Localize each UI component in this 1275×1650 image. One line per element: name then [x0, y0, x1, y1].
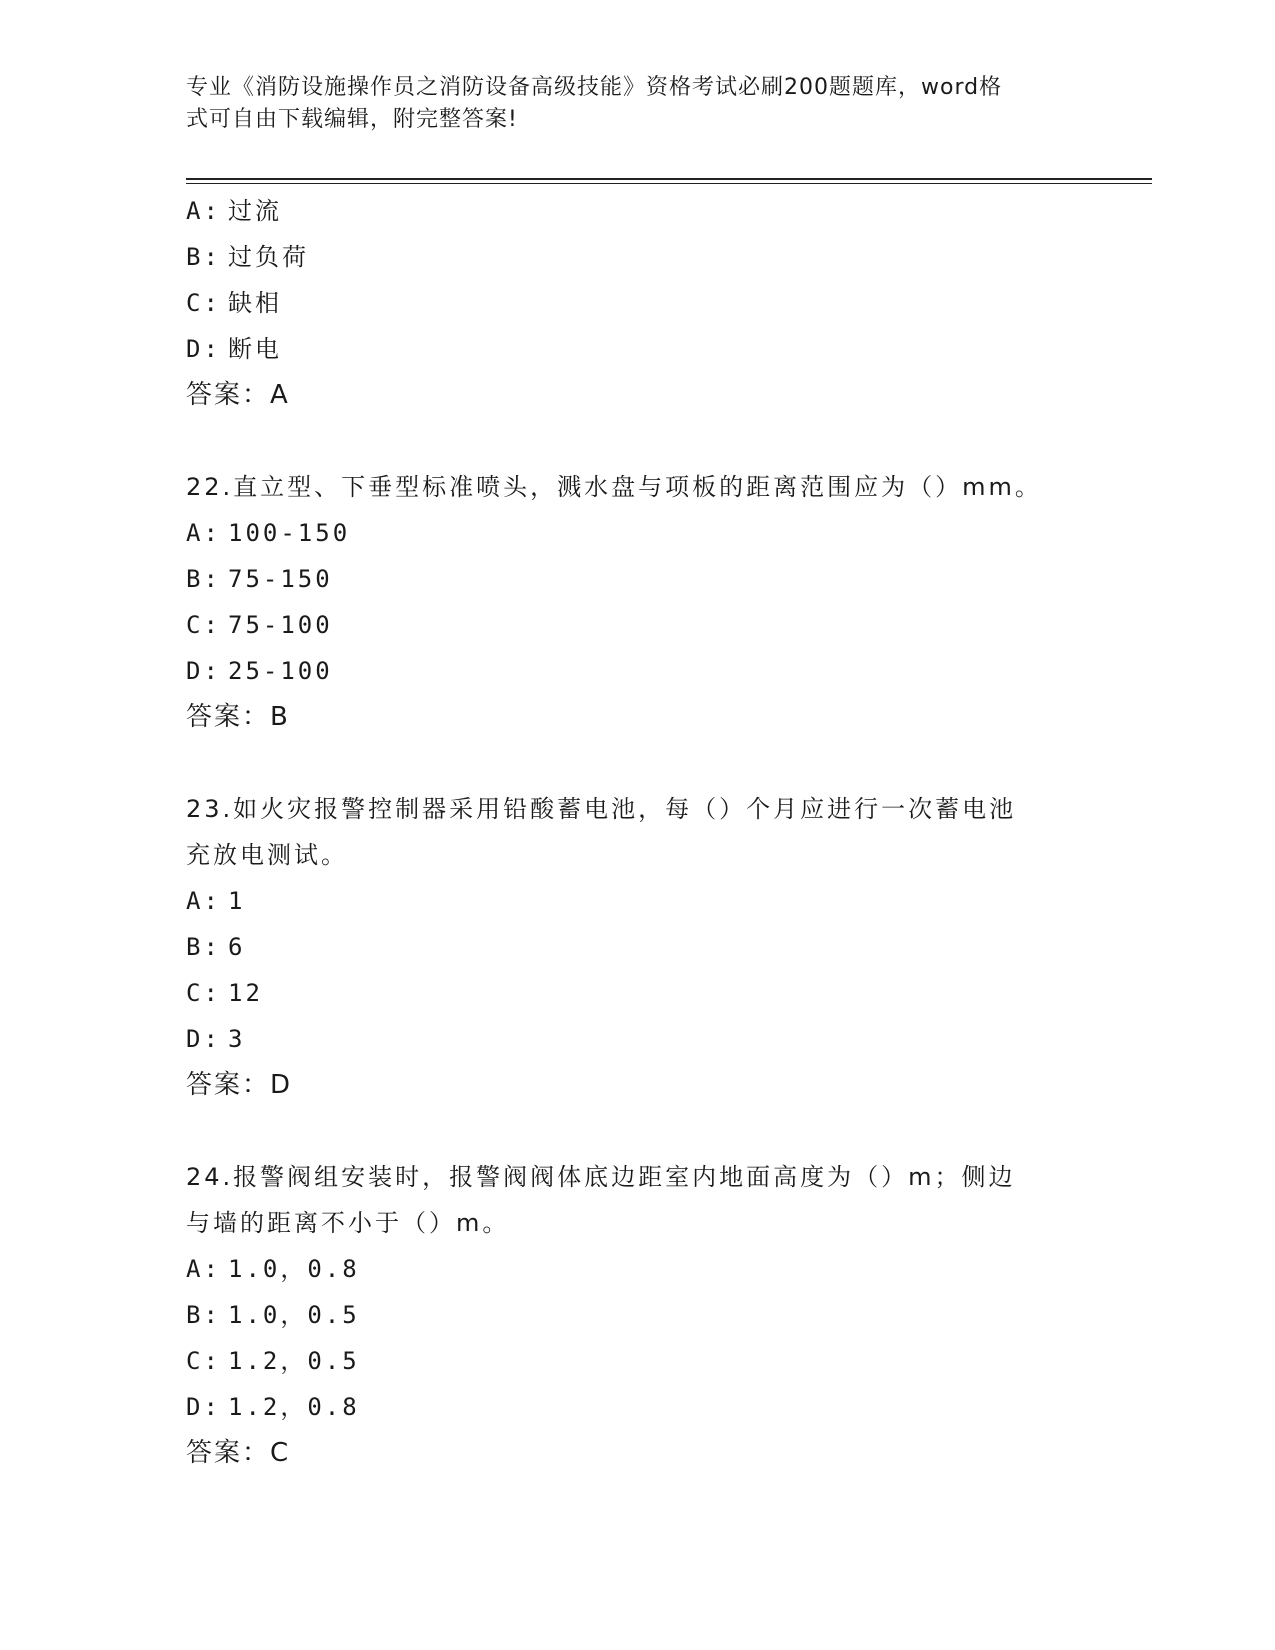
question-text-line-1: 24.报警阀组安装时，报警阀阀体底边距室内地面高度为（）m；侧边 [186, 1163, 1016, 1191]
option-a [186, 188, 1086, 234]
option-text: 过流 [228, 197, 282, 225]
header-divider-thin [186, 183, 1152, 184]
option-label: D: [186, 1025, 221, 1053]
option-b [186, 1292, 1086, 1338]
option-label: D: [186, 657, 221, 685]
option-b [186, 924, 1086, 970]
option-label: B: [186, 1301, 221, 1329]
option-text: 缺相 [228, 289, 282, 317]
option-c [186, 602, 1086, 648]
option-text: 75-100 [228, 611, 333, 639]
spacer [186, 418, 1086, 464]
option-d [186, 648, 1086, 694]
question-text-line-1: 23.如火灾报警控制器采用铅酸蓄电池，每（）个月应进行一次蓄电池 [186, 795, 1017, 823]
option-b [186, 234, 1086, 280]
question-block-22 [186, 464, 1086, 740]
spacer [186, 1108, 1086, 1154]
option-label: C: [186, 979, 221, 1007]
option-text: 12 [228, 979, 263, 1007]
option-text: 75-150 [228, 565, 333, 593]
option-text: 1 [228, 887, 246, 915]
option-label: A: [186, 197, 221, 225]
header-divider-thick [186, 178, 1152, 180]
option-text: 100-150 [228, 519, 351, 547]
option-text: 1.0，0.5 [228, 1301, 360, 1329]
question-text-line-2: 充放电测试。 [186, 841, 348, 869]
option-text: 过负荷 [228, 243, 309, 271]
option-a [186, 510, 1086, 556]
option-label: A: [186, 887, 221, 915]
option-label: D: [186, 1393, 221, 1421]
answer-line: 答案：D [186, 1070, 293, 1100]
option-text: 1.0，0.8 [228, 1255, 360, 1283]
answer-line: 答案：C [186, 1438, 291, 1468]
option-text: 1.2，0.8 [228, 1393, 360, 1421]
option-label: A: [186, 519, 221, 547]
question-list [186, 188, 1086, 1476]
question-block-24 [186, 1154, 1086, 1476]
option-b [186, 556, 1086, 602]
option-c [186, 280, 1086, 326]
option-text: 断电 [228, 335, 282, 363]
option-text: 1.2，0.5 [228, 1347, 360, 1375]
header-line-1: 专业《消防设施操作员之消防设备高级技能》资格考试必刷200题题库，word格 [186, 75, 1003, 100]
answer-line: 答案：B [186, 702, 290, 732]
option-c [186, 1338, 1086, 1384]
option-label: B: [186, 565, 221, 593]
option-a [186, 878, 1086, 924]
answer-line: 答案：A [186, 380, 290, 410]
question-block-23 [186, 786, 1086, 1108]
option-d [186, 1384, 1086, 1430]
option-label: C: [186, 289, 221, 317]
option-d [186, 1016, 1086, 1062]
option-label: C: [186, 611, 221, 639]
option-text: 6 [228, 933, 246, 961]
option-a [186, 1246, 1086, 1292]
spacer [186, 740, 1086, 786]
page-header [186, 72, 1066, 136]
option-label: D: [186, 335, 221, 363]
question-text: 22.直立型、下垂型标准喷头，溅水盘与项板的距离范围应为（）mm。 [186, 473, 1042, 501]
option-label: B: [186, 243, 221, 271]
option-label: B: [186, 933, 221, 961]
option-label: C: [186, 1347, 221, 1375]
header-line-2: 式可自由下载编辑，附完整答案! [186, 107, 518, 132]
option-text: 25-100 [228, 657, 333, 685]
option-text: 3 [228, 1025, 246, 1053]
option-c [186, 970, 1086, 1016]
question-text-line-2: 与墙的距离不小于（）m。 [186, 1209, 510, 1237]
option-d [186, 326, 1086, 372]
option-label: A: [186, 1255, 221, 1283]
question-block-21 [186, 188, 1086, 418]
